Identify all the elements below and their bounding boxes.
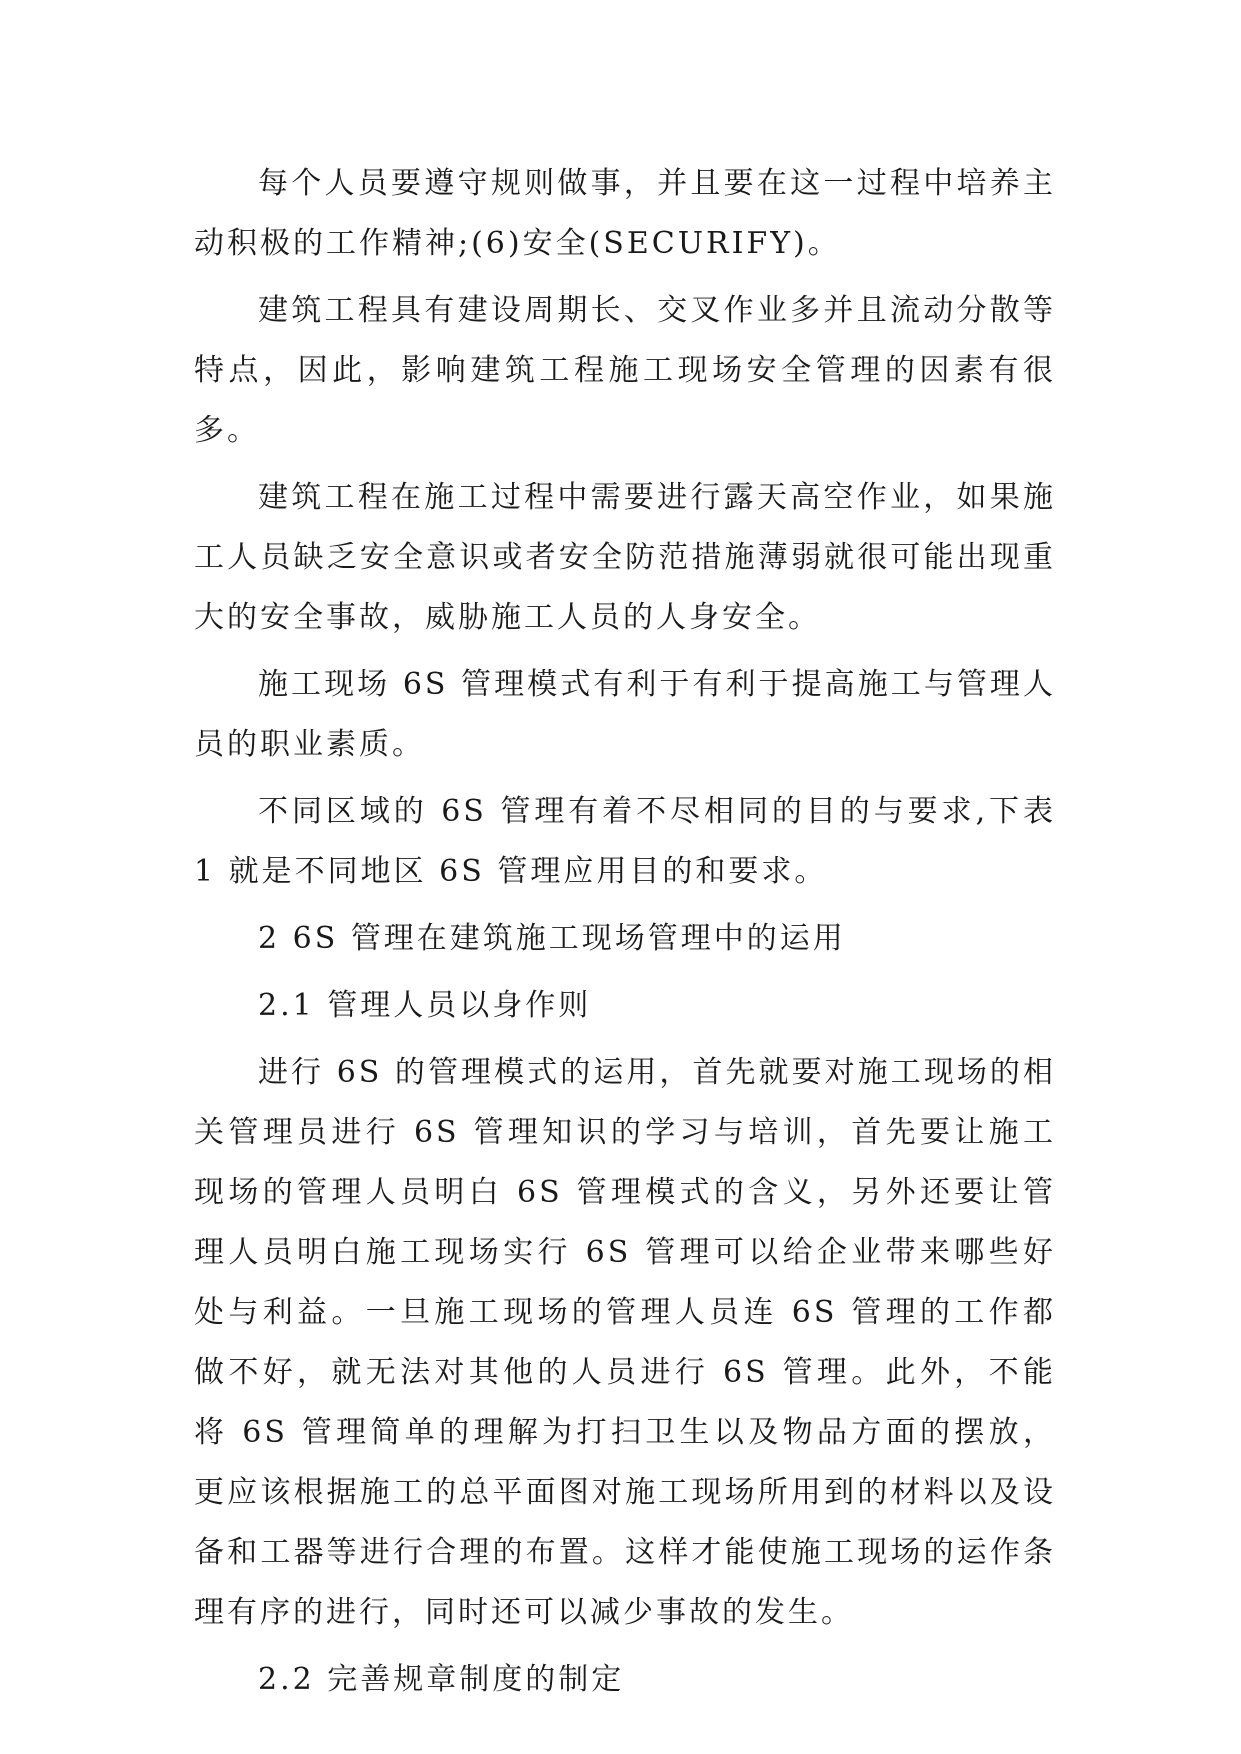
paragraph-construction-features: 建筑工程具有建设周期长、交叉作业多并且流动分散等特点，因此，影响建筑工程施工现场安全管理的因素有很多。 [194,293,1056,448]
paragraph-regional-6s: 不同区域的 6S 管理有着不尽相同的目的与要求,下表 1 就是不同地区 6S 管理应用目的和要求。 [194,794,1056,889]
document-page [194,154,1056,1717]
paragraph-safety-intro: 每个人员要遵守规则做事，并且要在这一过程中培养主动积极的工作精神;(6)安全(SECURIFY)。 [194,166,1056,261]
section-heading-2: 2 6S 管理在建筑施工现场管理中的运用 [258,921,846,956]
subsection-heading-2-2: 2.2 完善规章制度的制定 [258,1662,625,1697]
paragraph-managers-lead: 进行 6S 的管理模式的运用，首先就要对施工现场的相关管理员进行 6S 管理知识的学习与培训，首先要让施工现场的管理人员明白 6S 管理模式的含义，另外还要让管理人员明白施工现场实行 6S 管理可以给企业带来哪些好处与利益。一旦施工现场的管理人员连 6S 管理的工作都做不好，就无法对其他的人员进行 6S 管理。此外，不能将 6S 管理简单的理解为打扫卫生以及物品方面的摆放，更应该根据施工的总平面图对施工现场所用到的材料以及设备和工器等进行合理的布置。这样才能使施工现场的运作条理有序的进行，同时还可以减少事故的发生。 [194,1055,1056,1630]
subsection-heading-2-1: 2.1 管理人员以身作则 [258,988,592,1023]
paragraph-outdoor-risk: 建筑工程在施工过程中需要进行露天高空作业，如果施工人员缺乏安全意识或者安全防范措施薄弱就很可能出现重大的安全事故，威胁施工人员的人身安全。 [194,480,1056,635]
paragraph-6s-quality: 施工现场 6S 管理模式有利于有利于提高施工与管理人员的职业素质。 [194,667,1056,762]
